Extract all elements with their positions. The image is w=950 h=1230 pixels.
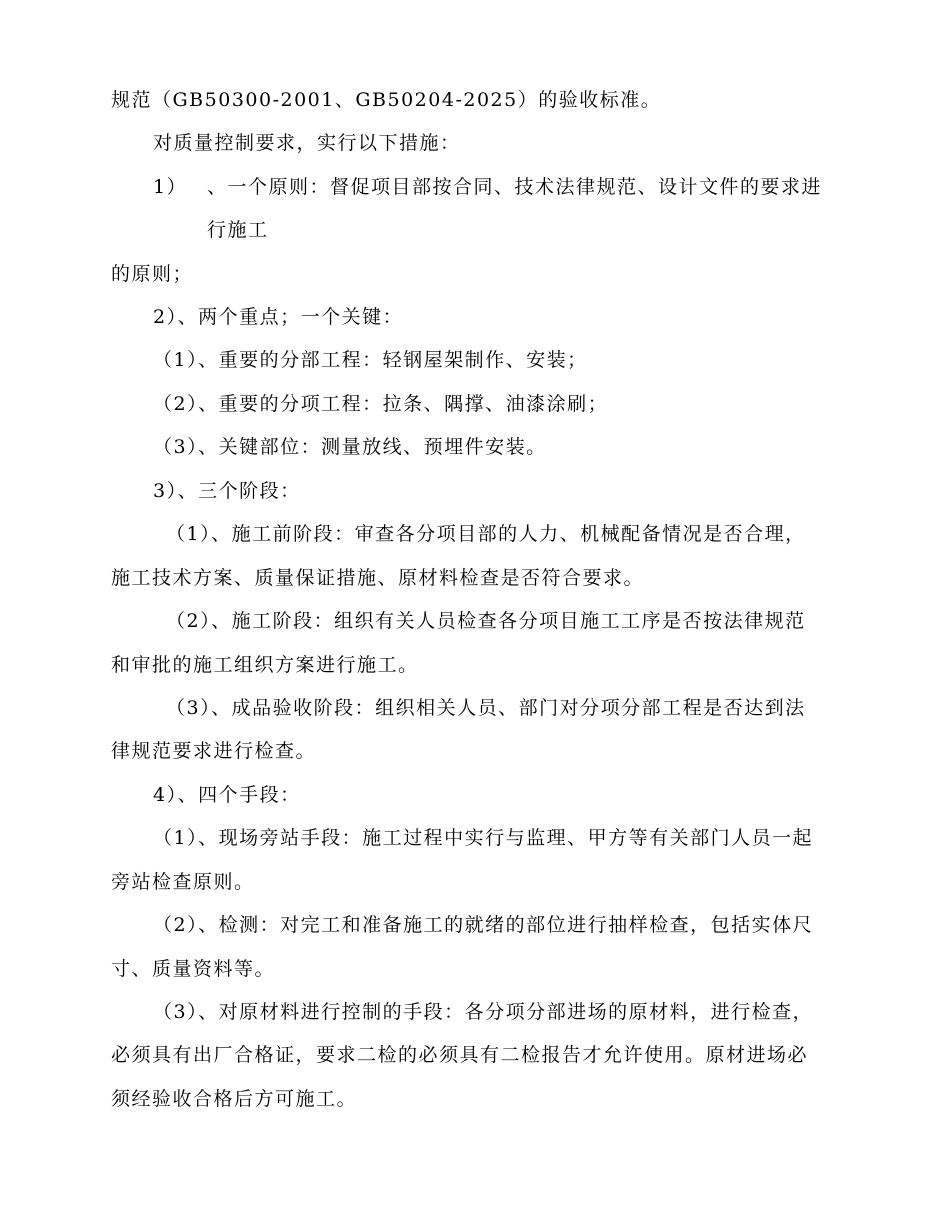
text-line: 须经验收合格后方可施工。: [111, 1088, 358, 1110]
text-line: 必须具有出厂合格证，要求二检的必须具有二检报告才允许使用。原材进场必: [111, 1044, 809, 1066]
text-line: 旁站检查原则。: [111, 871, 255, 893]
text-line: （2）、重要的分项工程：拉条、隅撑、油漆涂刷；: [153, 393, 609, 415]
text-line: 3）、三个阶段：: [153, 480, 301, 502]
list-number: 1）: [153, 176, 188, 198]
text-line: （1）、重要的分部工程：轻钢屋架制作、安装；: [153, 349, 588, 371]
text-line: （1）、施工前阶段：审查各分项目部的人力、机械配备情况是否合理，: [166, 523, 806, 545]
text-line: 和审批的施工组织方案进行施工。: [111, 654, 419, 676]
text-line: 行施工: [207, 219, 269, 241]
text-line: （3）、成品验收阶段：组织相关人员、部门对分项分部工程是否达到法: [166, 697, 806, 719]
text-line: 律规范要求进行检查。: [111, 740, 317, 762]
text-line: 4）、四个手段：: [153, 784, 301, 806]
text-line: 的原则；: [111, 263, 194, 285]
text-line: （2）、施工阶段：组织有关人员检查各分项目施工工序是否按法律规范: [166, 610, 806, 632]
text-line: 施工技术方案、质量保证措施、原材料检查是否符合要求。: [111, 567, 645, 589]
text-line: 2）、两个重点；一个关键：: [153, 306, 404, 328]
text-line: 对质量控制要求，实行以下措施：: [153, 132, 461, 154]
text-line: （3）、对原材料进行控制的手段：各分项分部进场的原材料，进行检查，: [153, 1001, 814, 1023]
text-line: （1）、现场旁站手段：施工过程中实行与监理、甲方等有关部门人员一起: [153, 827, 814, 849]
text-line: 寸、质量资料等。: [111, 958, 276, 980]
text-line: （2）、检测：对完工和准备施工的就绪的部位进行抽样检查，包括实体尺: [153, 914, 814, 936]
text-line: 、一个原则：督促项目部按合同、技术法律规范、设计文件的要求进: [207, 176, 823, 198]
text-line: 规范（GB50300-2001、GB50204-2025）的验收标准。: [111, 89, 662, 111]
text-line: （3）、关键部位：测量放线、预埋件安装。: [153, 436, 547, 458]
